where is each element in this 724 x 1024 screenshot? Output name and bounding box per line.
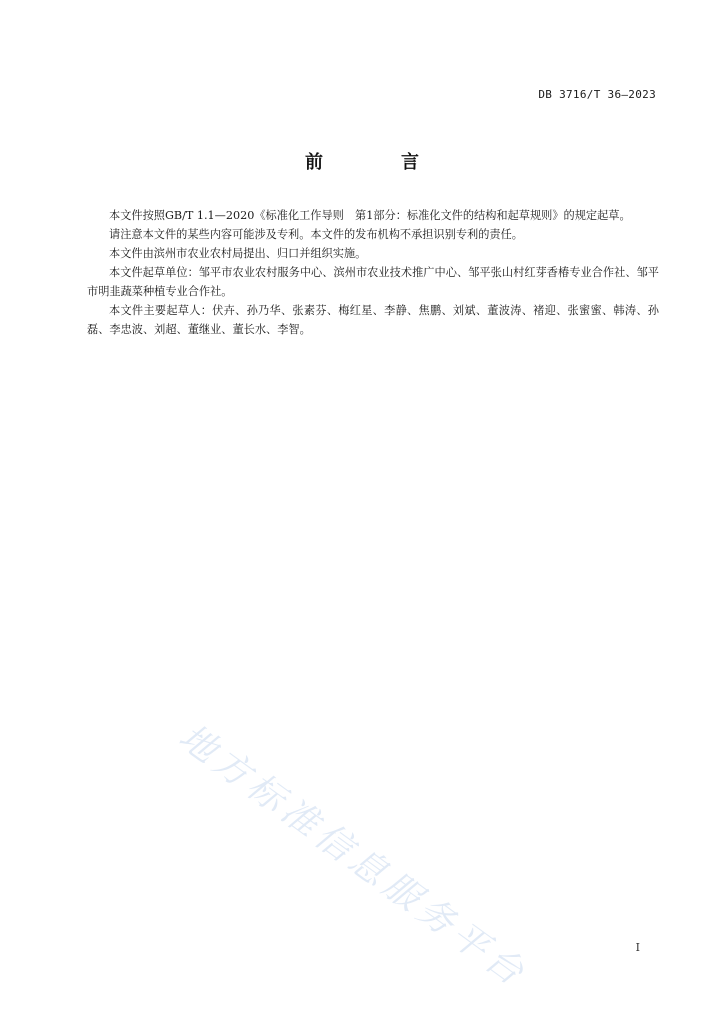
watermark-text: 地方标准信息服务平台 [171, 716, 536, 997]
paragraph-patent-notice: 请注意本文件的某些内容可能涉及专利。本文件的发布机构不承担识别专利的责任。 [109, 228, 523, 241]
page-number: I [635, 941, 640, 954]
paragraph-drafters: 本文件主要起草人：伏卉、孙乃华、张素芬、梅红星、李静、焦鹏、刘斌、董波涛、褚迎、张蜜蜜、韩涛、孙磊、李忠波、刘超、董继业、董长水、李智。 [87, 304, 659, 336]
foreword-body [87, 206, 659, 339]
paragraph-drafting-rules: 本文件按照GB/T 1.1—2020《标准化工作导则 第1部分：标准化文件的结构和起草规则》的规定起草。 [109, 209, 631, 222]
paragraph-drafting-units: 本文件起草单位：邹平市农业农村服务中心、滨州市农业技术推广中心、邹平张山村红芽香椿专业合作社、邹平市明韭蔬菜种植专业合作社。 [87, 266, 659, 298]
paragraph-proposer: 本文件由滨州市农业农村局提出、归口并组织实施。 [109, 247, 367, 260]
page-title: 前 言 [305, 152, 449, 173]
document-code: DB 3716/T 36—2023 [538, 88, 656, 101]
